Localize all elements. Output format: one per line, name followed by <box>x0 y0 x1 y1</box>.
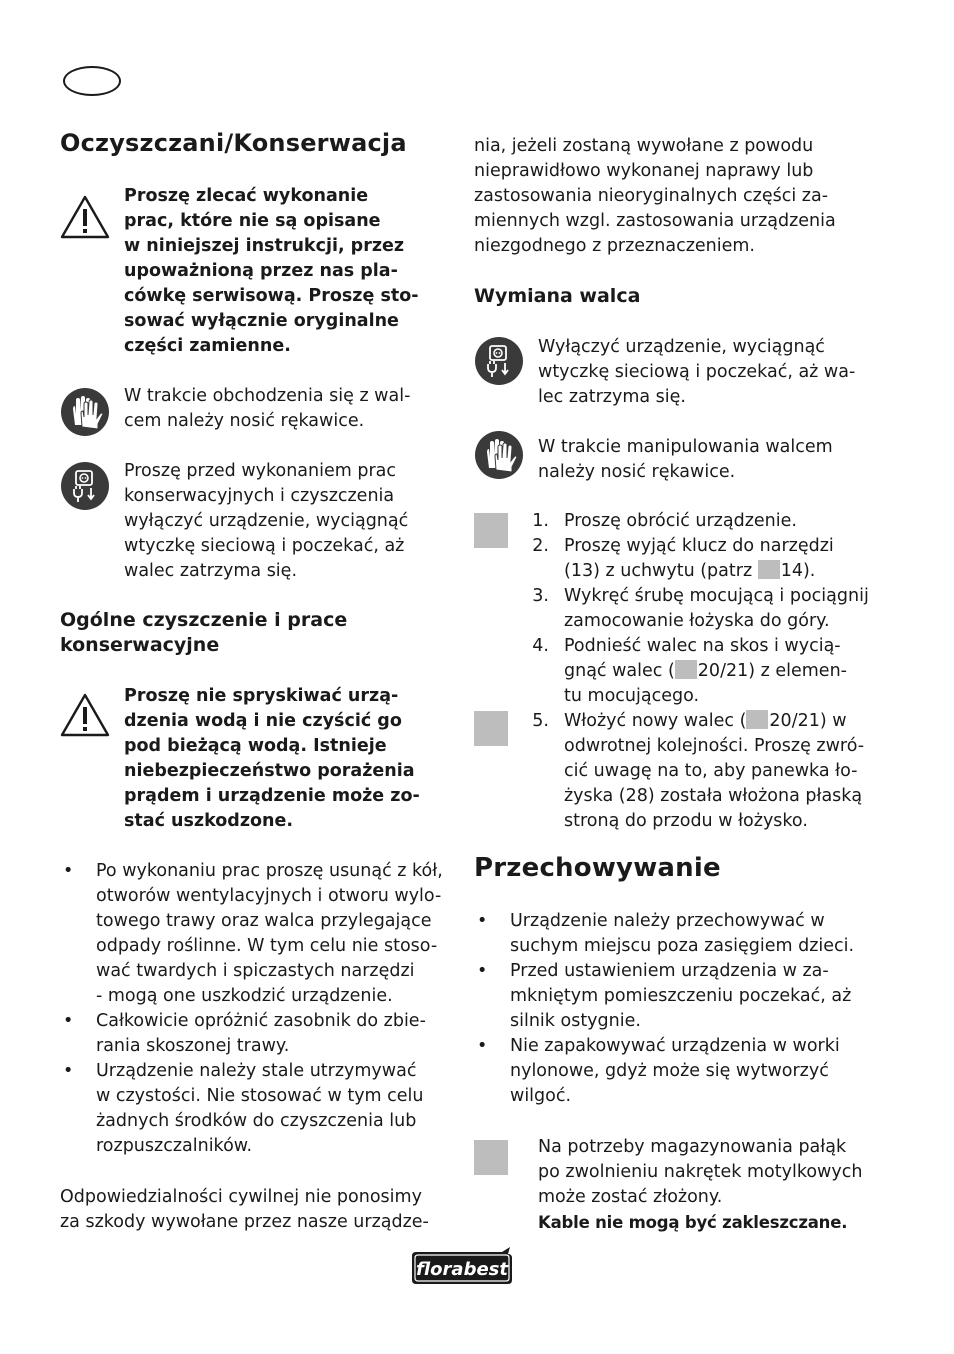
cleaning-bullet-list <box>60 859 443 1159</box>
figure-icon <box>675 660 697 679</box>
gloves-text-right: W trakcie manipulowania walcem należy nosić rękawice. <box>538 437 833 482</box>
warning-triangle-icon <box>59 692 111 738</box>
list-item: 1. Proszę obrócić urządzenie. <box>532 511 797 531</box>
fold-handle-note: Na potrzeby magazynowania pałąk po zwolnieniu nakrętek motylkowych może zostać złożony. Kable nie mogą być zakleszczane. <box>538 1137 863 1232</box>
gloves-icon <box>60 387 110 437</box>
liability-text-continued: nia, jeżeli zostaną wywołane z powodu nieprawidłowo wykonanej naprawy lub zastosowania nieoryginalnych części za- miennych wzgl. zastosowania urządzenia niezgodnego z przeznaczeniem. <box>474 136 836 256</box>
subsection-title-roller-replacement: Wymiana walca <box>474 285 641 307</box>
warning-text-service: Proszę zlecać wykonanie prac, które nie są opisane w niniejszej instrukcji, przez upoważnioną przez nas pla- cówkę serwisową. Proszę sto- sować wyłącznie oryginalne części zamienne. <box>124 186 419 356</box>
list-item: • Całkowicie opróżnić zasobnik do zbie- rania skoszonej trawy. <box>63 1011 426 1056</box>
warning-triangle-icon <box>59 194 111 240</box>
gloves-text-left: W trakcie obchodzenia się z wal- cem należy nosić rękawice. <box>124 386 411 431</box>
list-item: • Urządzenie należy przechowywać w suchym miejscu poza zasięgiem dzieci. <box>477 911 855 956</box>
figure-icon <box>758 560 780 579</box>
liability-text: Odpowiedzialności cywilnej nie ponosimy za szkody wywołane przez nasze urządze- <box>60 1187 429 1232</box>
roller-steps-list <box>527 509 869 834</box>
language-badge <box>63 66 121 96</box>
florabest-logo <box>406 1246 518 1288</box>
svg-text:florabest: florabest <box>416 1259 508 1280</box>
section-title-cleaning: Oczyszczani/Konserwacja <box>60 129 407 157</box>
gloves-icon <box>474 430 524 480</box>
list-item: 4. Podnieść walec na skos i wycią- gnąć walec ( 20/21) z elemen- tu mocującego. <box>532 636 847 706</box>
list-item: • Po wykonaniu prac proszę usunąć z kół, otworów wentylacyjnych i otworu wylo- towego trawy oraz walca przylegające odpady roślinne. W tym celu nie stoso- wać twardych i spiczastych narzędzi - mogą one uszkodzić urządzenie. <box>63 861 443 1006</box>
unplug-icon <box>474 336 524 386</box>
list-item: • Nie zapakowywać urządzenia w worki nylonowe, gdyż może się wytworzyć wilgoć. <box>477 1036 840 1106</box>
list-item: 3. Wykręć śrubę mocującą i pociągnij zamocowanie łożyska do góry. <box>532 586 869 631</box>
figure-icon <box>746 710 768 729</box>
unplug-icon <box>60 461 110 511</box>
figure-reference-box <box>474 513 508 548</box>
section-title-storage: Przechowywanie <box>474 853 721 883</box>
list-item: • Urządzenie należy stale utrzymywać w czystości. Nie stosować w tym celu żadnych środków do czyszczenia lub rozpuszczalników. <box>63 1061 424 1156</box>
list-item: 5. Włożyć nowy walec ( 20/21) w odwrotnej kolejności. Proszę zwró- cić uwagę na to, aby panewka ło- żyska (28) została włożona płaską stroną do przodu w łożysko. <box>532 711 865 831</box>
list-item: • Przed ustawieniem urządzenia w za- mkniętym pomieszczeniu poczekać, aż silnik ostygnie. <box>477 961 852 1031</box>
warning-text-water: Proszę nie spryskiwać urzą- dzenia wodą i nie czyścić go pod bieżącą wodą. Istnieje niebezpieczeństwo porażenia prądem i urządzenie może zo- stać uszkodzone. <box>124 686 420 831</box>
unplug-text-right: Wyłączyć urządzenie, wyciągnąć wtyczkę sieciową i poczekać, aż wa- lec zatrzyma się. <box>538 337 856 407</box>
unplug-text-left: Proszę przed wykonaniem prac konserwacyjnych i czyszczenia wyłączyć urządzenie, wyciągnąć wtyczkę sieciową i poczekać, aż walec zatrzyma się. <box>124 461 409 581</box>
list-item: 2. Proszę wyjąć klucz do narzędzi (13) z uchwytu (patrz 14). <box>532 536 834 581</box>
figure-reference-box <box>474 711 508 746</box>
figure-reference-box <box>474 1140 508 1175</box>
subsection-title-general-cleaning: Ogólne czyszczenie i prace konserwacyjne <box>60 609 348 656</box>
storage-bullet-list <box>474 909 854 1109</box>
